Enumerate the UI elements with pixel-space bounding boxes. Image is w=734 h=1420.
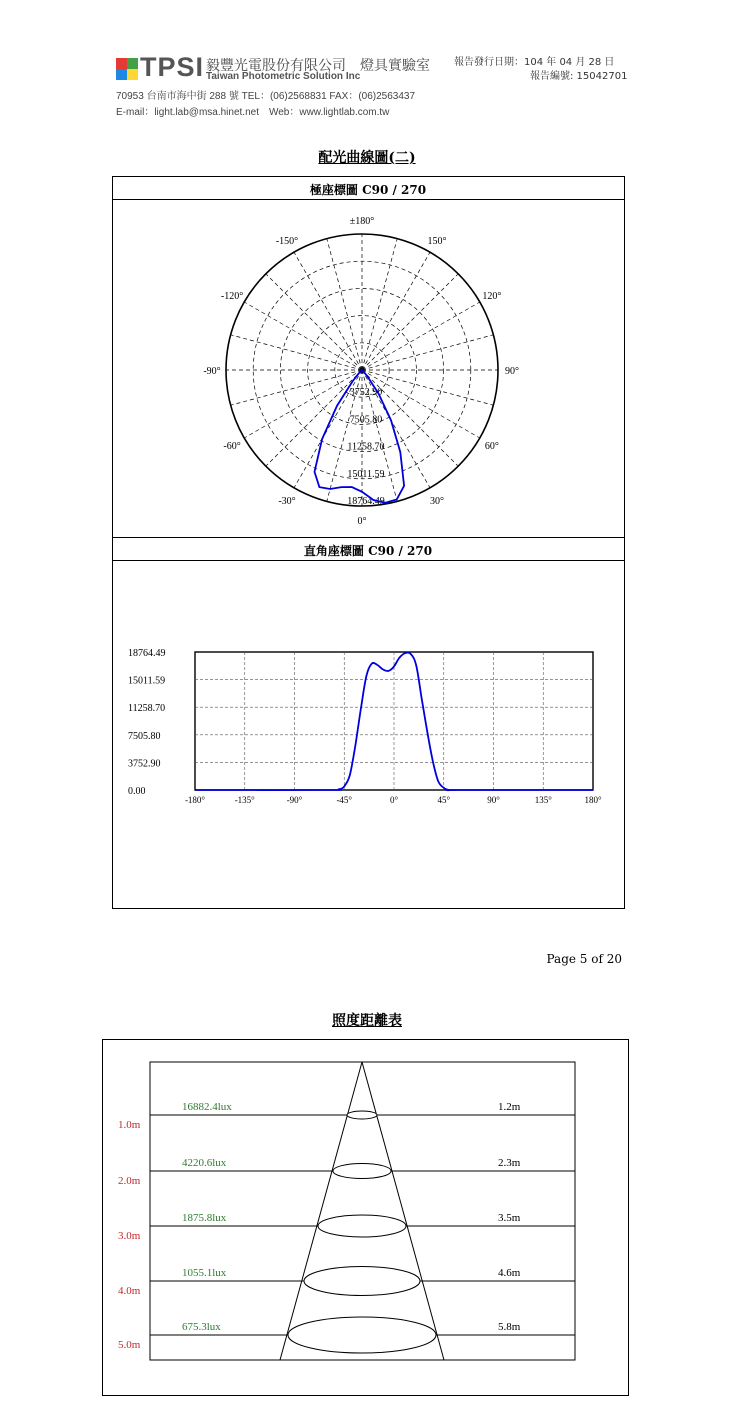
lux-value: 1875.8lux <box>182 1212 227 1224</box>
polar-angle-label: -60° <box>223 441 241 452</box>
cartesian-chart <box>0 560 734 840</box>
x-tick-label: 135° <box>534 795 552 805</box>
page-title: 配光曲線圖(二) <box>318 150 416 166</box>
distance-label: 4.0m <box>118 1285 141 1297</box>
polar-radial-label: 3752.90 <box>349 387 383 399</box>
y-tick-label: 15011.59 <box>128 675 166 687</box>
x-tick-label: -45° <box>336 795 353 805</box>
polar-angle-label: 150° <box>427 236 447 248</box>
x-tick-label: 45° <box>437 795 451 805</box>
cone-edge <box>280 1062 362 1360</box>
polar-chart-title: 極座標圖 C90 / 270 <box>309 183 427 197</box>
beam-diameter: 5.8m <box>498 1321 521 1333</box>
y-tick-label: 0.00 <box>128 786 146 797</box>
cartesian-chart-title: 直角座標圖 C90 / 270 <box>303 544 433 558</box>
lux-value: 4220.6lux <box>182 1157 227 1169</box>
beam-ellipse <box>347 1111 377 1119</box>
distance-label: 2.0m <box>118 1175 141 1187</box>
polar-radial-label: 11258.70 <box>347 441 385 453</box>
polar-radial-label: 18764.49 <box>347 496 385 507</box>
polar-spoke <box>362 274 458 370</box>
x-tick-label: -90° <box>286 795 303 805</box>
polar-spoke <box>244 302 362 370</box>
y-tick-label: 18764.49 <box>128 648 166 659</box>
distance-label: 5.0m <box>118 1339 141 1351</box>
polar-spoke <box>231 335 362 370</box>
polar-angle-label: -30° <box>278 495 296 507</box>
beam-diameter: 4.6m <box>498 1267 521 1279</box>
polar-spoke <box>244 370 362 438</box>
x-tick-label: -135° <box>234 795 255 805</box>
polar-spoke <box>231 370 362 405</box>
polar-spoke <box>266 274 362 370</box>
x-tick-label: -180° <box>184 795 206 805</box>
polar-chart <box>0 0 734 540</box>
page-number: Page 5 of 20 <box>546 952 622 966</box>
y-tick-label: 7505.80 <box>128 730 161 742</box>
company-address: 70953 台南市海中街 288 號 TEL：(06)2568831 FAX：(06)2563437 <box>116 91 416 102</box>
polar-spoke <box>327 239 362 370</box>
polar-angle-label: 60° <box>484 441 499 452</box>
illuminance-diagram <box>0 1040 734 1400</box>
distance-label: 1.0m <box>118 1119 141 1131</box>
polar-radial-label: 15011.59 <box>347 468 385 480</box>
polar-angle-label: -150° <box>275 236 299 248</box>
lux-value: 16882.4lux <box>182 1101 232 1113</box>
beam-ellipse <box>288 1317 436 1353</box>
beam-diameter: 1.2m <box>498 1101 521 1113</box>
polar-angle-label: 30° <box>430 495 444 507</box>
polar-spoke <box>362 239 397 370</box>
beam-ellipse <box>333 1164 391 1179</box>
lux-value: 675.3lux <box>182 1321 221 1333</box>
beam-ellipse <box>318 1215 406 1237</box>
company-name-cn: 毅豐光電股份有限公司 燈具實驗室 <box>206 58 430 74</box>
y-tick-label: 11258.70 <box>128 703 166 715</box>
report-number: 報告編號: 15042701 <box>530 71 628 82</box>
polar-spoke <box>362 335 493 370</box>
company-contact: E-mail：light.lab@msa.hinet.net Web：www.lightlab.com.tw <box>116 107 390 118</box>
x-tick-label: 180° <box>584 795 602 805</box>
illuminance-table-title: 照度距離表 <box>332 1013 402 1029</box>
beam-diameter: 3.5m <box>498 1212 521 1224</box>
polar-angle-label: -120° <box>220 291 244 302</box>
polar-spoke <box>362 370 480 438</box>
report-date: 報告發行日期：104 年 04 月 28 日 <box>454 57 615 68</box>
company-name-en: Taiwan Photometric Solution Inc <box>206 71 361 82</box>
cone-edge <box>362 1062 444 1360</box>
lux-value: 1055.1lux <box>182 1267 227 1279</box>
polar-angle-label: 90° <box>505 366 519 377</box>
polar-radial-label: 7505.80 <box>349 414 383 426</box>
polar-angle-label: 120° <box>482 291 502 302</box>
brand-name: TPSI <box>140 52 205 82</box>
y-tick-label: 3752.90 <box>128 758 161 770</box>
beam-ellipse <box>304 1267 420 1296</box>
beam-diameter: 2.3m <box>498 1157 521 1169</box>
polar-angle-label: ±180° <box>349 216 375 227</box>
polar-angle-label: 0° <box>357 516 367 527</box>
polar-spoke <box>362 252 430 370</box>
x-tick-label: 90° <box>487 795 500 805</box>
x-tick-label: 0° <box>389 795 399 805</box>
polar-spoke <box>294 252 362 370</box>
polar-angle-label: -90° <box>203 366 221 377</box>
polar-spoke <box>362 302 480 370</box>
distance-label: 3.0m <box>118 1230 141 1242</box>
